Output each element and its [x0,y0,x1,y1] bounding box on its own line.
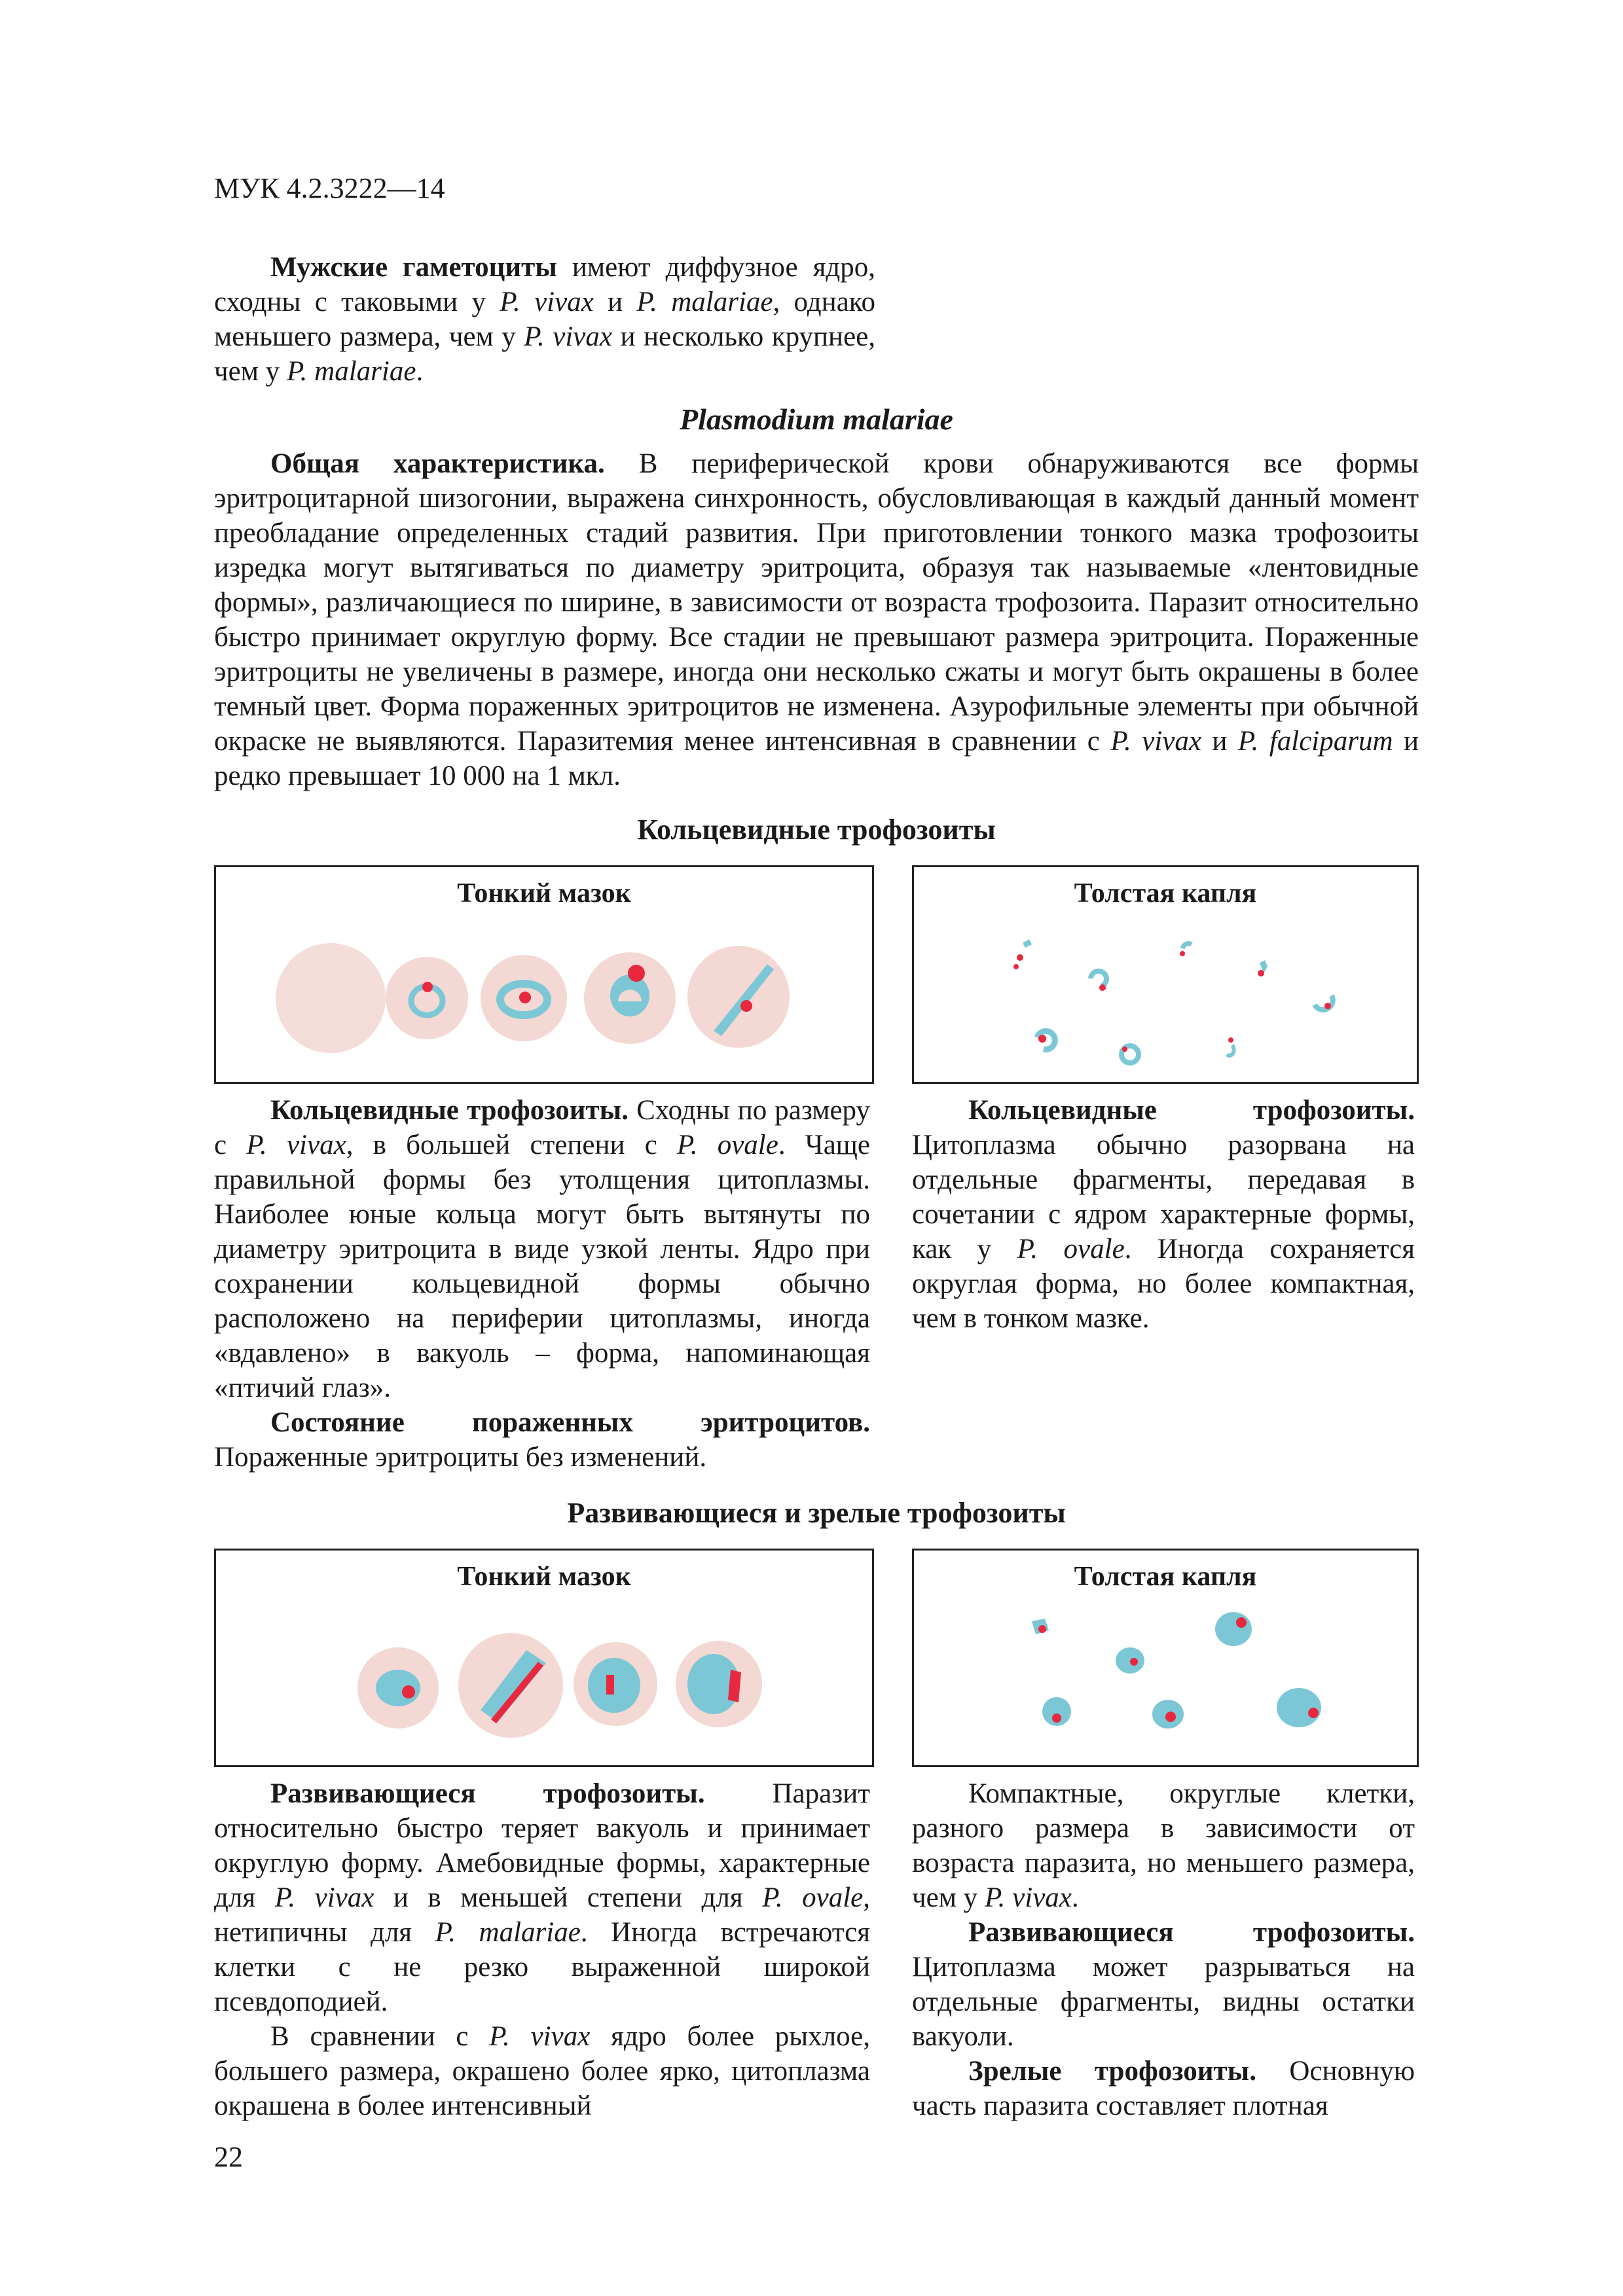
developing-left-bold: Развивающиеся трофозоиты. [270,1778,705,1809]
developing-left-italic: P. vivax [274,1882,374,1913]
developing-left-italic: P. ovale [762,1882,864,1913]
nucleus [1013,964,1019,969]
developing-right-text [912,1776,1415,2123]
page-number: 22 [214,2141,243,2173]
ring-left-italic: P. ovale [677,1130,778,1160]
ring-right-italic: P. ovale [1017,1234,1125,1265]
nucleus [1017,954,1023,961]
erythrocyte [276,943,386,1053]
ring-left-t3: . Чаще правильной формы без утолщения цитоплазмы. Наиболее юные кольца могут быть вытянуты по диаметру эритроцита в виде узкой ленты. Ядро при сохранении кольцевидной формы обычно расположено на периферии цитоплазмы, иногда «вдавлено» в вакуоль – форма, напоминающая «птичий глаз». [214,1130,870,1403]
nucleus [1038,1625,1046,1633]
erythrocyte [584,952,676,1044]
developing-heading: Развивающиеся и зрелые трофозоиты [567,1497,1066,1529]
parasite-fragment [1023,939,1032,948]
panel-title: Тонкий мазок [457,878,631,908]
panel-title: Толстая капля [1074,1562,1257,1592]
ring-left-t1: Сходны по размеру с [214,1095,870,1160]
intro-italic: P. malariae [636,287,773,317]
ring-thin-smear-illustration [216,867,872,1082]
nucleus [628,965,645,982]
developing-left-text [214,1776,870,2123]
nucleus [1324,1003,1331,1009]
trophozoite [1116,1647,1144,1674]
general-italic: P. falciparum [1237,726,1393,757]
developing-right-t2: . [1071,1882,1079,1913]
developing-right-italic: P. vivax [984,1882,1072,1913]
nucleus [1165,1712,1176,1722]
ring-right-text [912,1093,1415,1336]
intro-paragraph [214,250,875,389]
developing-left-t4: . Иногда встречаются клетки с не резко выраженной широкой псевдоподией. [214,1917,870,2017]
developing-right-bold2: Зрелые трофозоиты. [968,2056,1256,2087]
intro-bold: Мужские гаметоциты [270,252,557,283]
ring-trophozoite [1182,944,1192,948]
developing-left-t6: ядро более рыхлое, большего размера, окрашено более ярко, цитоплазма окрашена в более интенсивный [214,2021,870,2121]
developing-thick-drop-panel [912,1549,1419,1767]
developing-left-italic: P. malariae [435,1917,581,1948]
ring-left-t4: Пораженные эритроциты без изменений. [214,1442,707,1473]
nucleus [1038,1035,1046,1043]
developing-left-t5: В сравнении с [270,2021,490,2052]
general-text: В периферической крови обнаруживаются все формы эритроцитарной шизогонии, выражена синхронность, обусловливающая в каждый данный момент преобладание определенных стадий развития. При приготовлении тонкого мазка трофозоиты изредка могут вытягиваться по диаметру эритроцита, образуя так называемые «лентовидные формы», различающиеся по ширине, в зависимости от возраста трофозоита. Паразит относительно быстро принимает округлую форму. Все стадии не превышают размера эритроцита. Пораженные эритроциты не увеличены в размере, иногда они несколько сжаты и могут быть окрашены в более темный цвет. Форма пораженных эритроцитов не изменена. Азурофильные элементы при обычной окраске не выявляются. Паразитемия менее интенсивная в сравнении с [214,448,1419,757]
ring-thick-drop-panel [912,865,1419,1084]
ring-right-t2: . Иногда сохраняется округлая форма, но более компактная, чем в тонком мазке. [912,1234,1415,1334]
nucleus [1052,1713,1061,1723]
ring-left-bold: Кольцевидные трофозоиты. [270,1095,629,1126]
intro-text: и [593,287,637,317]
nucleus [740,1000,752,1012]
developing-right-t4: Основную часть паразита составляет плотная [912,2056,1415,2121]
nucleus [422,982,433,992]
ring-heading: Кольцевидные трофозоиты [637,814,996,846]
developing-right-bold: Развивающиеся трофозоиты. [968,1917,1415,1948]
general-italic: P. vivax [1110,726,1201,757]
ring-thin-smear-panel [214,865,874,1084]
ring-thick-drop-illustration [914,867,1417,1082]
ring-right-bold: Кольцевидные трофозоиты. [968,1095,1415,1126]
developing-left-t3: , нетипичны для [214,1882,870,1948]
general-paragraph [214,446,1419,793]
developing-left-italic: P. vivax [489,2021,591,2052]
panel-title: Тонкий мазок [457,1562,631,1592]
ring-left-italic: P. vivax [246,1130,346,1160]
nucleus [1308,1708,1319,1718]
ring-left-text [214,1093,870,1475]
nucleus [402,1685,415,1698]
developing-right-t3: Цитоплазма может разрываться на отдельные фрагменты, видны остатки вакуоли. [912,1952,1415,2052]
general-text: и редко превышает 10 000 на 1 мкл. [214,726,1419,791]
developing-left-t1: Паразит относительно быстро теряет вакуоль и принимает округлую форму. Амебовидные формы, характерные для [214,1778,870,1913]
intro-text: , однако меньшего размера, чем у [214,287,875,352]
erythrocyte [687,946,790,1048]
ring-right-t1: Цитоплазма обычно разорвана на отдельные фрагменты, передавая в сочетании с ядром характерные формы, как у [912,1130,1415,1265]
nucleus [1099,984,1106,991]
ring-trophozoite [1091,971,1106,986]
trophozoite [1277,1688,1321,1727]
nucleus [1122,1047,1127,1052]
nucleus [1258,970,1264,977]
intro-text: имеют диффузное ядро, сходны с таковыми у [214,252,875,317]
intro-text: . [416,356,424,387]
panel-title: Толстая капля [1074,878,1257,908]
nucleus [606,1675,614,1695]
intro-text: и несколько крупнее, чем у [214,321,875,387]
intro-italic: P. malariae [286,356,416,387]
general-text: и [1201,726,1238,757]
ring-trophozoite [1227,1045,1234,1056]
intro-italic: P. vivax [524,321,612,352]
nucleus [1180,951,1185,956]
intro-italic: P. vivax [500,287,594,317]
trophozoite [1215,1612,1252,1646]
developing-right-t1: Компактные, округлые клетки, разного размера в зависимости от возраста паразита, но меньшего размера, чем у [912,1778,1415,1913]
developing-thin-smear-illustration [216,1551,872,1765]
ring-left-bold2: Состояние пораженных эритроцитов. [270,1407,870,1438]
ring-left-t2: , в большей степени с [346,1130,678,1160]
general-bold: Общая характеристика. [270,448,605,479]
nucleus [519,992,531,1003]
developing-thick-drop-illustration [914,1551,1417,1765]
developing-thin-smear-panel [214,1549,874,1767]
nucleus [1130,1658,1138,1666]
nucleus [1228,1037,1233,1043]
developing-left-t2: и в меньшей степени для [374,1882,763,1913]
erythrocyte [386,957,468,1039]
nucleus [1236,1617,1247,1628]
section-title: Plasmodium malariae [680,403,953,436]
document-code: МУК 4.2.3222—14 [214,172,445,204]
